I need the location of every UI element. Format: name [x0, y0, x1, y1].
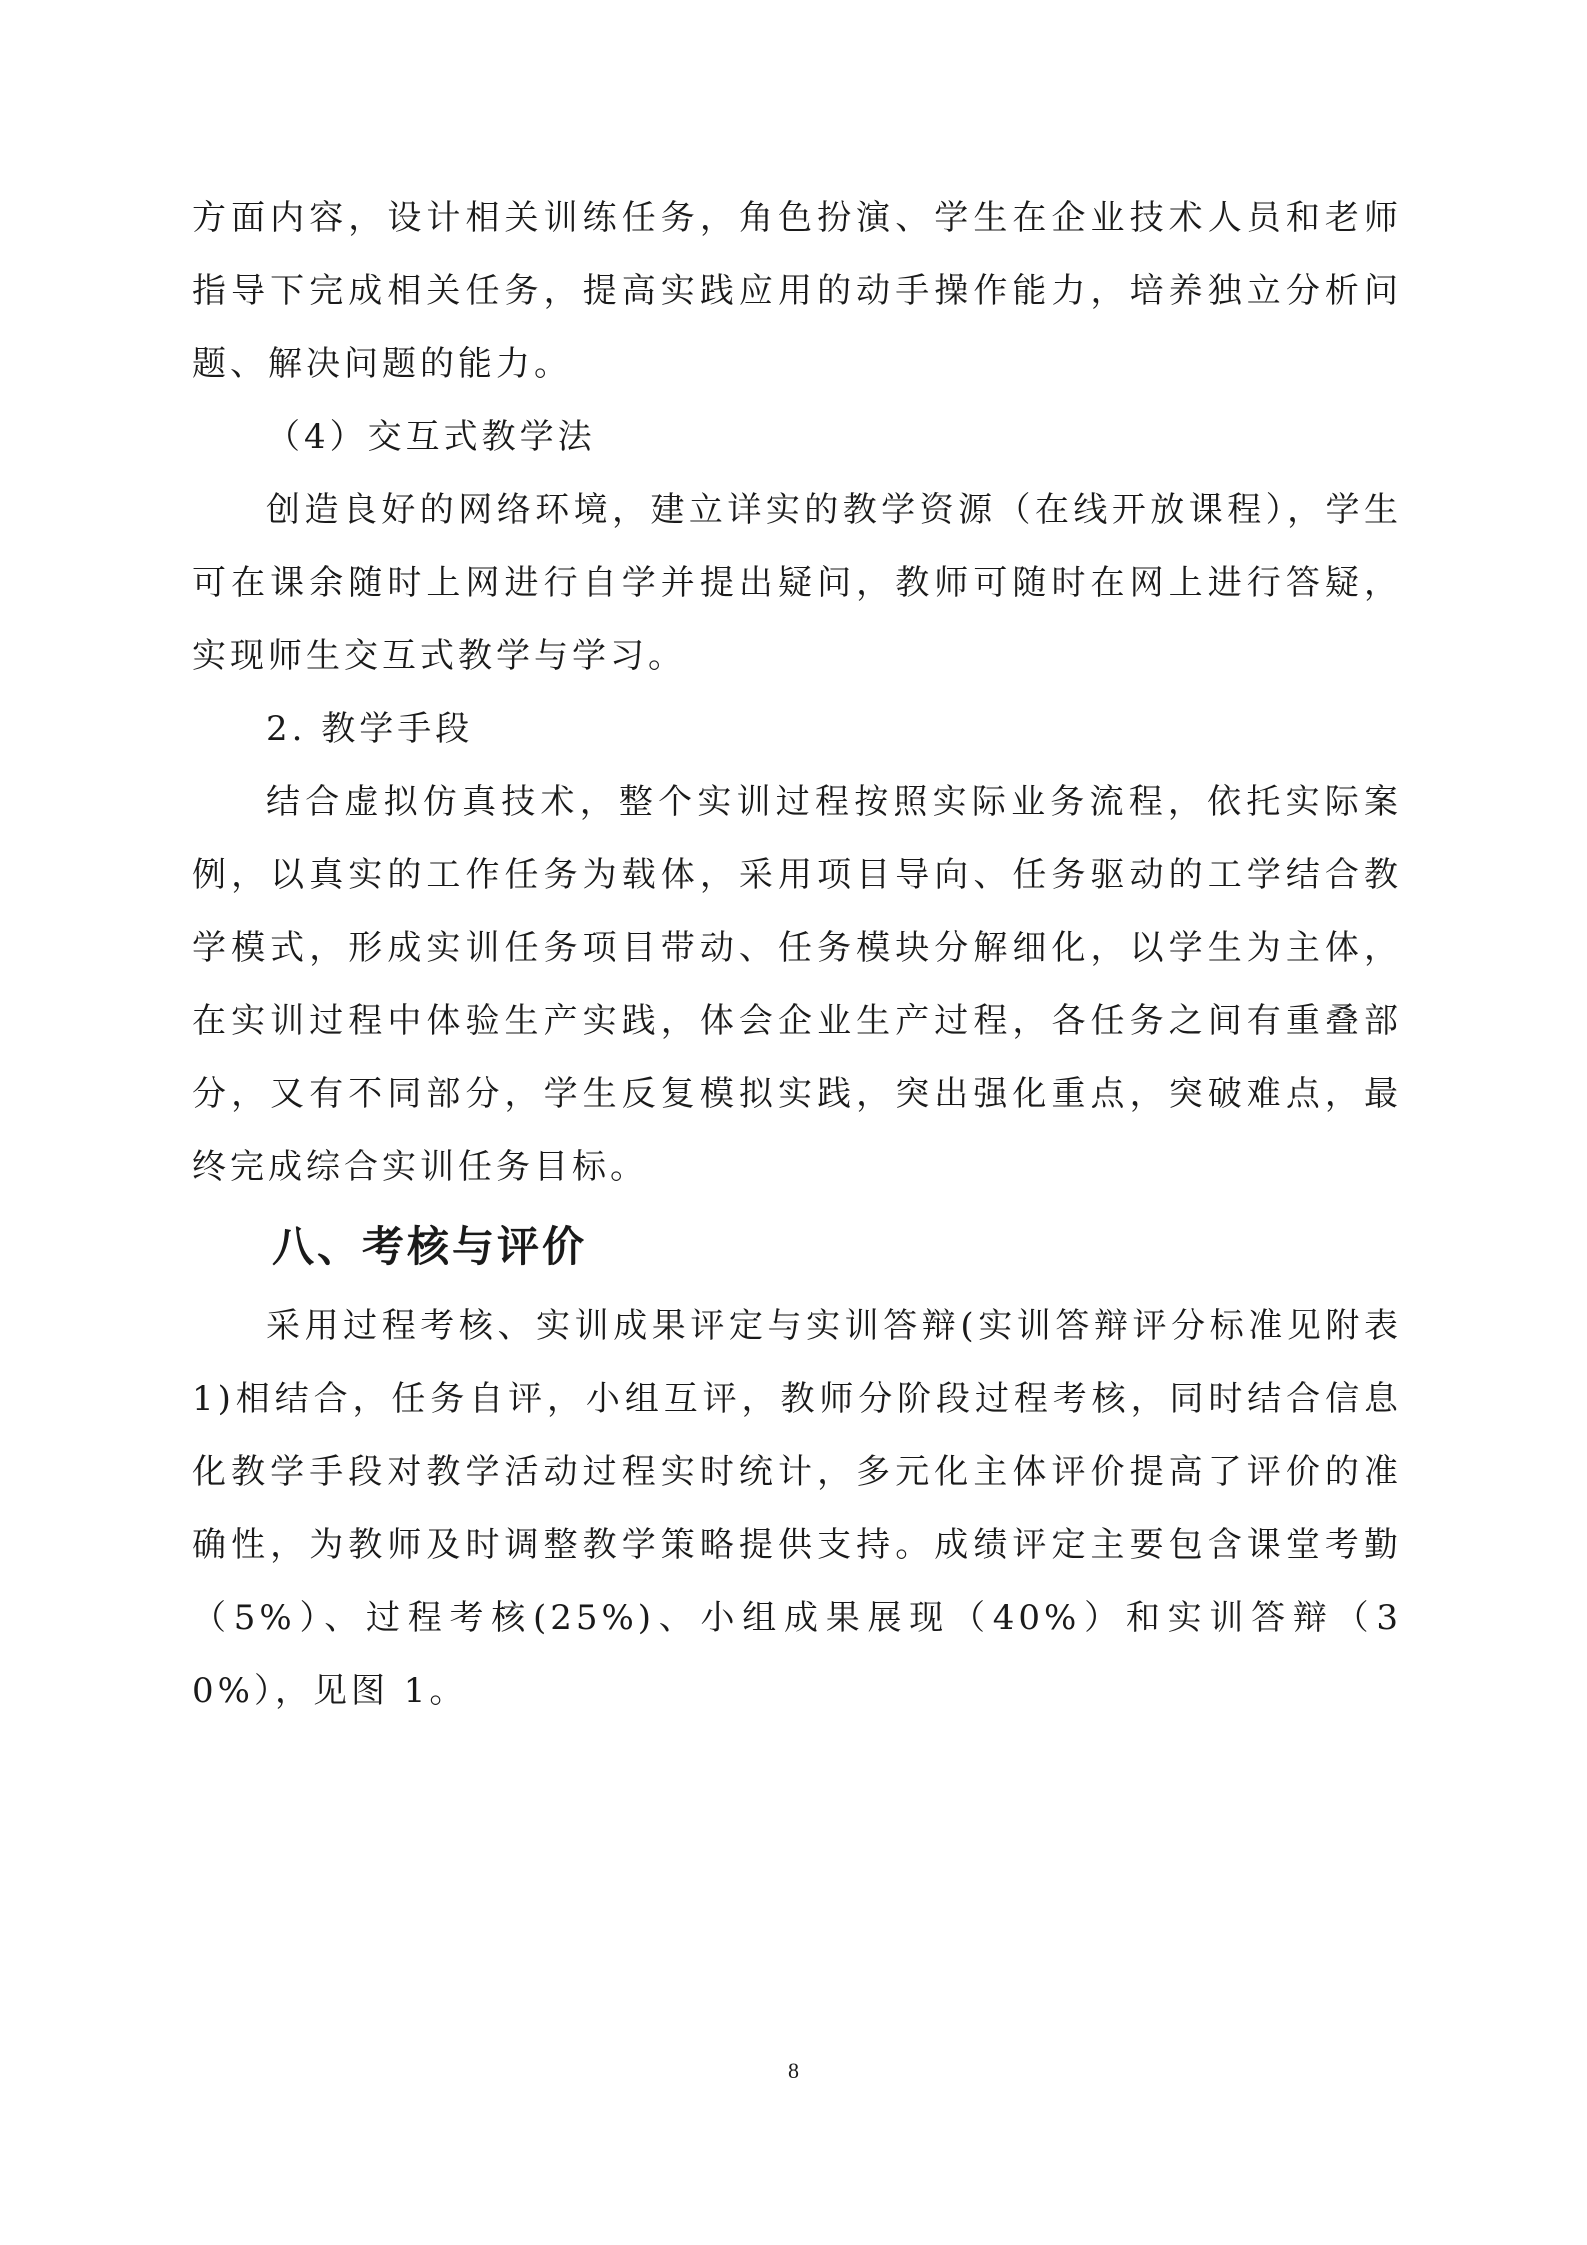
page-number: 8 [788, 2058, 799, 2083]
paragraph-training-tasks: 方面内容，设计相关训练任务，角色扮演、学生在企业技术人员和老师指导下完成相关任务，提高实践应用的动手操作能力，培养独立分析问题、解决问题的能力。 [192, 198, 1402, 384]
paragraph-virtual-simulation: 结合虚拟仿真技术，整个实训过程按照实际业务流程，依托实际案例，以真实的工作任务为载体，采用项目导向、任务驱动的工学结合教学模式，形成实训任务项目带动、任务模块分解细化，以学生为主体，在实训过程中体验生产实践，体会企业生产过程，各任务之间有重叠部分，又有不同部分，学生反复模拟实践，突出强化重点，突破难点，最终完成综合实训任务目标。 [192, 782, 1402, 1187]
section-title-assessment: 八、考核与评价 [272, 1222, 588, 1271]
paragraph-network-environment: 创造良好的网络环境，建立详实的教学资源（在线开放课程），学生可在课余随时上网进行自学并提出疑问，教师可随时在网上进行答疑，实现师生交互式教学与学习。 [192, 490, 1402, 676]
paragraph-assessment-method: 采用过程考核、实训成果评定与实训答辩(实训答辩评分标准见附表 1)相结合，任务自评，小组互评，教师分阶段过程考核，同时结合信息化教学手段对教学活动过程实时统计，多元化主体评价提高了评价的准确性，为教师及时调整教学策略提供支持。成绩评定主要包含课堂考勤（5%）、过程考核(25%)、小组成果展现（40%）和实训答辩（30%），见图 1。 [192, 1306, 1402, 1711]
subheading-interactive-teaching: （4）交互式教学法 [266, 417, 596, 457]
page-body [192, 182, 1402, 1728]
subheading-teaching-means: 2. 教学手段 [266, 709, 474, 749]
